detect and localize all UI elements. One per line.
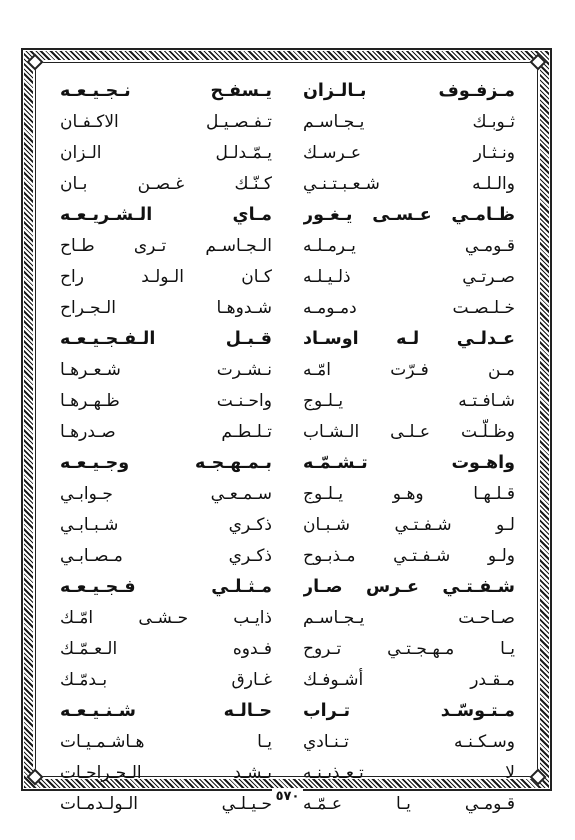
verse-right-hemistich: مـقـدر أشـوفـك — [303, 670, 515, 690]
verse-left-hemistich: قـبـل الـفـجـيـعـه — [60, 329, 272, 349]
verse-line — [60, 355, 515, 386]
verse-left-hemistich: حـيـلـي الـولـدمـات — [60, 794, 272, 814]
verse-left-hemistich: ذايـب حـشـى امّـك — [60, 608, 272, 628]
verse-right-hemistich: صـرتـي ذلـيـلـه — [303, 267, 515, 287]
verse-left-hemistich: فـدوه الـعـمّـك — [60, 639, 272, 659]
verse-right-hemistich: مـتـوسّـد تـراب — [303, 701, 515, 721]
verse-line — [60, 603, 515, 634]
verse-line — [60, 386, 515, 417]
verse-right-hemistich: مـزفـوف بـالـزان — [303, 81, 515, 101]
verse-right-hemistich: وظـلّـت عـلـى الـشـاب — [303, 422, 515, 442]
verse-right-hemistich: خـلـصـت دمـومـه — [303, 298, 515, 318]
verse-left-hemistich: بـمـهـجـه وجـيـعـه — [60, 453, 272, 473]
verse-line — [60, 479, 515, 510]
verse-right-hemistich: ونـثـار عـرسـك — [303, 143, 515, 163]
page-number-text: ٥٧٠ — [272, 789, 304, 804]
verse-right-hemistich: شـافـتـه يـلـوج — [303, 391, 515, 411]
verse-right-hemistich: واهـوت تـشـمّـه — [303, 453, 515, 473]
verse-left-hemistich: ذكـري مـصـابـي — [60, 546, 272, 566]
verse-right-hemistich: ظـامـي عـسـى يـغـور — [303, 205, 515, 225]
verse-right-hemistich: والـلـه شـعـبـتـنـي — [303, 174, 515, 194]
verse-left-hemistich: يـمّـدلـل الـزان — [60, 143, 272, 163]
verse-left-hemistich: كـنّـك غـصـن بـان — [60, 174, 272, 194]
verse-left-hemistich: واحـنـت ظـهـرهـا — [60, 391, 272, 411]
verse-line — [60, 262, 515, 293]
verse-right-hemistich: صـاحـت يـجـاسـم — [303, 608, 515, 628]
verse-line — [60, 76, 515, 107]
verse-right-hemistich: لا تـعـذبـنـه — [303, 763, 515, 783]
verse-left-hemistich: مـاي الـشـريـعـه — [60, 205, 272, 225]
verse-right-hemistich: ولـو شـفـتـي مـذبـوح — [303, 546, 515, 566]
verse-line — [60, 200, 515, 231]
verse-line — [60, 138, 515, 169]
verse-line — [60, 107, 515, 138]
poem-body — [60, 76, 515, 820]
verse-line — [60, 727, 515, 758]
verse-left-hemistich: الـجـاسـم تـرى طـاح — [60, 236, 272, 256]
verse-left-hemistich: شـدوهـا الـجـراح — [60, 298, 272, 318]
verse-right-hemistich: عـدلـي لـه اوسـاد — [303, 329, 515, 349]
verse-left-hemistich: بـشـد الـجـراحـات — [60, 763, 272, 783]
verse-line — [60, 293, 515, 324]
verse-line — [60, 572, 515, 603]
verse-left-hemistich: كـان الـولـد راح — [60, 267, 272, 287]
verse-left-hemistich: ذكـري شـبـابـي — [60, 515, 272, 535]
verse-left-hemistich: تـلـطـم صـدرهـا — [60, 422, 272, 442]
verse-line — [60, 696, 515, 727]
verse-line — [60, 231, 515, 262]
verse-right-hemistich: يـا مـهـجـتـي تـروح — [303, 639, 515, 659]
verse-right-hemistich: ثـوبـك يـجـاسـم — [303, 112, 515, 132]
verse-right-hemistich: وسـكـنـه تـنـادي — [303, 732, 515, 752]
verse-line — [60, 541, 515, 572]
verse-right-hemistich: شـفـتـي عـرس صـار — [303, 577, 515, 597]
verse-line — [60, 417, 515, 448]
verse-left-hemistich: سـمـعـي جـوابـي — [60, 484, 272, 504]
verse-line — [60, 665, 515, 696]
verse-left-hemistich: نـشـرت شـعـرهـا — [60, 360, 272, 380]
verse-line — [60, 758, 515, 789]
verse-left-hemistich: يـا هـاشـمـيـات — [60, 732, 272, 752]
verse-line — [60, 448, 515, 479]
verse-left-hemistich: تـفـصـيـل الاكـفـان — [60, 112, 272, 132]
verse-line — [60, 510, 515, 541]
verse-left-hemistich: حـالـه شـنـيـعـه — [60, 701, 272, 721]
page-number — [0, 789, 575, 805]
verse-right-hemistich: قـومـي يـا عـمّـه — [303, 794, 515, 814]
verse-right-hemistich: قـلـهـا وهـو يـلـوج — [303, 484, 515, 504]
verse-line — [60, 324, 515, 355]
verse-line — [60, 634, 515, 665]
verse-left-hemistich: مـثـلـي فـجـيـعـه — [60, 577, 272, 597]
verse-right-hemistich: لـو شـفـتـي شـبـان — [303, 515, 515, 535]
verse-line — [60, 169, 515, 200]
verse-left-hemistich: يـسفـح نـجـيـعـه — [60, 81, 272, 101]
verse-right-hemistich: قـومـي يـرمـلـه — [303, 236, 515, 256]
verse-right-hemistich: مـن فـرّت امّـه — [303, 360, 515, 380]
verse-left-hemistich: غـارق بـدمّـك — [60, 670, 272, 690]
